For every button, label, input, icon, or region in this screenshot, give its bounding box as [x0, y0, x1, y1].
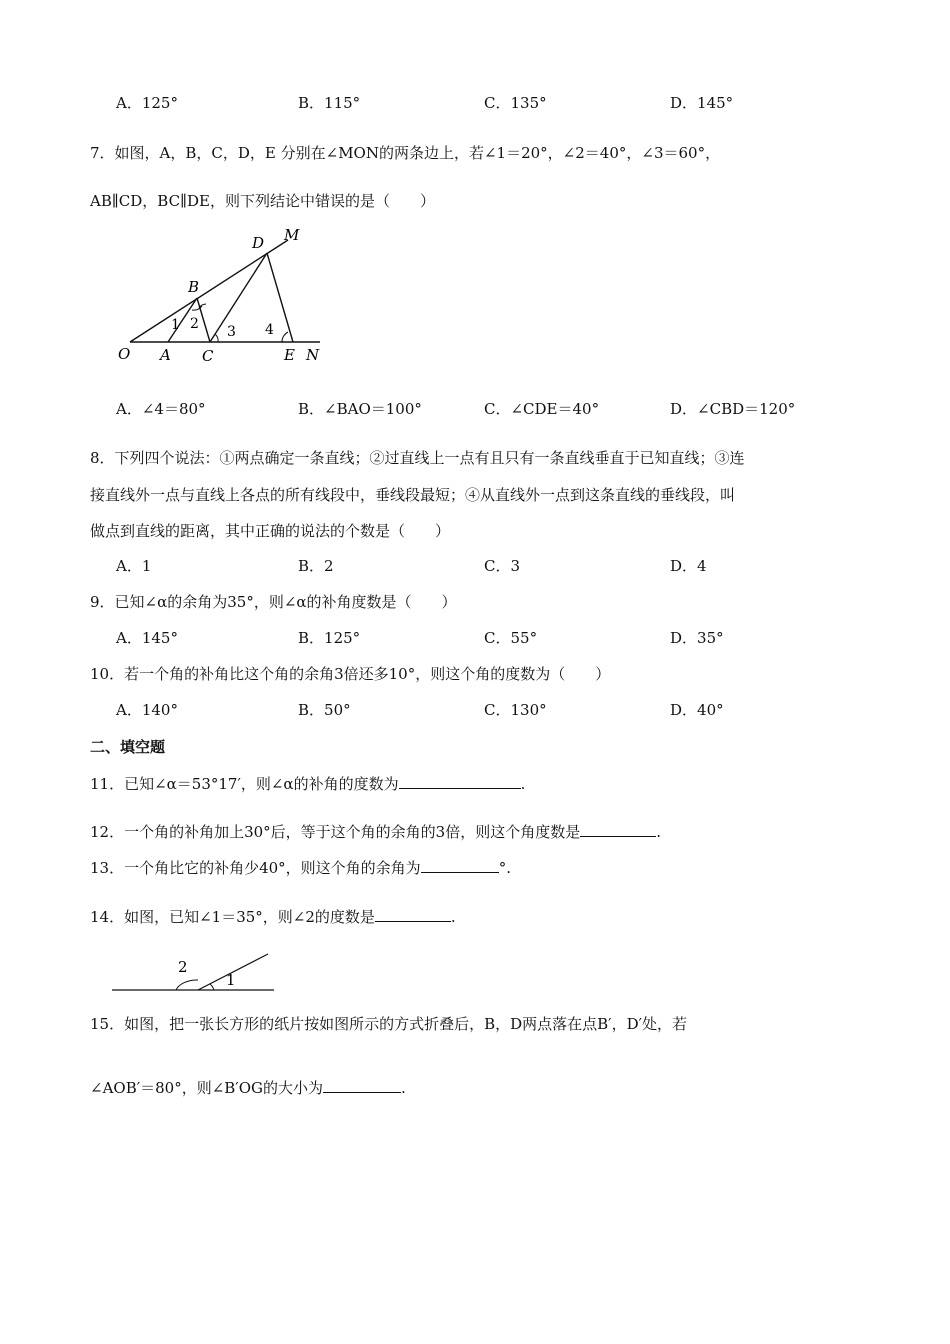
section-2-heading: 二、填空题: [90, 738, 166, 756]
q13-end: °.: [498, 859, 511, 877]
q15-text: ∠AOB′＝80°，则∠B′OG的大小为: [90, 1079, 323, 1097]
q15-answer-blank[interactable]: [323, 1076, 401, 1093]
label-d: D: [252, 234, 265, 252]
q11-answer-blank[interactable]: [399, 772, 521, 789]
arc-angle-1: [210, 984, 214, 990]
q14-end: .: [450, 908, 456, 926]
q13-text: 13．一个角比它的补角少40°，则这个角的余角为: [90, 859, 421, 877]
q9-option-b: B．125°: [298, 629, 361, 647]
q9-option-d: D．35°: [670, 629, 724, 647]
q8-option-a: A．1: [116, 557, 152, 575]
q11-text: 11．已知∠α＝53°17′，则∠α的补角的度数为: [90, 775, 399, 793]
label-1: 1: [171, 317, 180, 333]
q9-option-a: A．145°: [116, 629, 178, 647]
q15-stem-line1: 15．如图，把一张长方形的纸片按如图所示的方式折叠后，B，D两点落在点B′，D′处，若: [90, 1015, 688, 1033]
label-o: O: [118, 345, 131, 363]
label-3: 3: [227, 324, 236, 340]
q11-end: .: [520, 775, 526, 793]
label-2: 2: [178, 958, 188, 976]
label-c: C: [202, 347, 214, 365]
q13-line: [90, 856, 511, 879]
arc-angle-3: [215, 334, 218, 342]
q12-text: 12．一个角的补角加上30°后，等于这个角的余角的3倍，则这个角度数是: [90, 823, 581, 841]
q10-option-c: C．130°: [484, 701, 547, 719]
q8-option-d: D．4: [670, 557, 707, 575]
arc-angle-4: [282, 332, 288, 342]
q7-figure: [110, 222, 360, 372]
q12-line: [90, 820, 661, 843]
label-e: E: [284, 346, 295, 364]
q7-stem-line1: 7．如图，A，B，C，D，E 分别在∠MON的两条边上，若∠1＝20°，∠2＝40°，∠3＝60°，: [90, 144, 721, 162]
q6-option-c: C．135°: [484, 94, 547, 112]
q7-stem-line2: AB∥CD，BC∥DE，则下列结论中错误的是（ ）: [90, 192, 435, 210]
q14-text: 14．如图，已知∠1＝35°，则∠2的度数是: [90, 908, 375, 926]
label-b: B: [188, 278, 200, 296]
q7-option-a: A．∠4＝80°: [116, 400, 206, 418]
q14-figure: [108, 948, 288, 998]
q8-stem-line2: 接直线外一点与直线上各点的所有线段中，垂线段最短；④从直线外一点到这条直线的垂线段，叫: [90, 486, 736, 504]
label-2: 2: [190, 316, 199, 332]
q9-stem: 9．已知∠α的余角为35°，则∠α的补角度数是（ ）: [90, 593, 457, 611]
q12-end: .: [656, 823, 662, 841]
q8-option-c: C．3: [484, 557, 521, 575]
q15-line2: [90, 1076, 406, 1099]
q8-option-b: B．2: [298, 557, 334, 575]
q8-stem-line1: 8．下列四个说法：①两点确定一条直线；②过直线上一点有且只有一条直线垂直于已知直线；③连: [90, 449, 745, 467]
q9-option-c: C．55°: [484, 629, 538, 647]
q10-stem: 10．若一个角的补角比这个角的余角3倍还多10°，则这个角的度数为（ ）: [90, 665, 611, 683]
q7-option-c: C．∠CDE＝40°: [484, 400, 600, 418]
q6-option-b: B．115°: [298, 94, 361, 112]
q10-option-d: D．40°: [670, 701, 724, 719]
arc-angle-2: [176, 980, 198, 990]
label-1: 1: [226, 971, 236, 989]
q14-answer-blank[interactable]: [375, 905, 451, 922]
q6-option-a: A．125°: [116, 94, 178, 112]
q10-option-b: B．50°: [298, 701, 351, 719]
segment-cd: [210, 253, 267, 342]
label-n: N: [306, 346, 320, 364]
q7-option-b: B．∠BAO＝100°: [298, 400, 422, 418]
q13-answer-blank[interactable]: [421, 856, 499, 873]
q7-option-d: D．∠CBD＝120°: [670, 400, 796, 418]
q8-stem-line3: 做点到直线的距离，其中正确的说法的个数是（ ）: [90, 522, 451, 540]
arc-angle-2: [199, 304, 206, 308]
label-4: 4: [265, 322, 274, 338]
label-a: A: [160, 346, 171, 364]
q12-answer-blank[interactable]: [580, 820, 656, 837]
q11-line: [90, 772, 525, 795]
q10-option-a: A．140°: [116, 701, 178, 719]
q14-line: [90, 905, 456, 928]
label-m: M: [284, 226, 300, 244]
q15-end: .: [401, 1079, 406, 1097]
q6-option-d: D．145°: [670, 94, 734, 112]
